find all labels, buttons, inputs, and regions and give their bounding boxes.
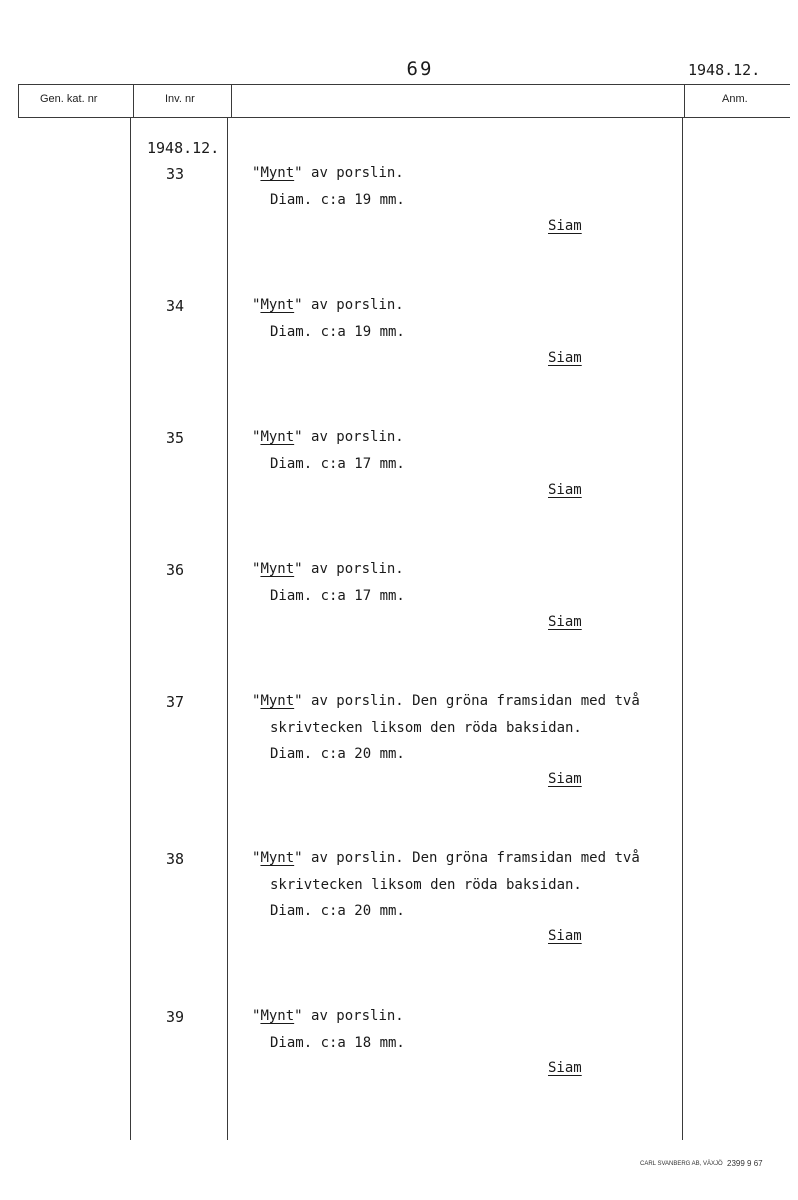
entry-place: Siam xyxy=(548,614,582,630)
entry-place: Siam xyxy=(548,928,582,944)
entry-description-line: Diam. c:a 18 mm. xyxy=(270,1035,405,1051)
entry-title-rest: av porslin. Den gröna framsidan med två xyxy=(302,693,640,709)
entry-title-line xyxy=(252,850,640,866)
entry-place: Siam xyxy=(548,350,582,366)
catalog-entry xyxy=(0,429,798,498)
entry-place: Siam xyxy=(548,771,582,787)
entry-title: Mynt xyxy=(260,297,295,313)
quote-mark: " xyxy=(294,1008,303,1024)
entry-title-line xyxy=(252,1008,404,1024)
entry-title-line xyxy=(252,429,404,445)
quote-mark: " xyxy=(294,850,303,866)
inventory-number: 39 xyxy=(166,1008,185,1026)
catalog-entry xyxy=(0,850,798,944)
column-divider xyxy=(231,84,232,118)
printer-imprint: CARL SVANBERG AB, VÄXJÖ xyxy=(640,1161,723,1167)
entry-place: Siam xyxy=(548,218,582,234)
entry-title: Mynt xyxy=(260,693,295,709)
catalog-entry xyxy=(0,297,798,366)
page-number: 69 xyxy=(406,58,434,80)
column-divider xyxy=(682,117,683,1140)
entry-description-line: skrivtecken liksom den röda baksidan. xyxy=(270,720,582,736)
inventory-number: 35 xyxy=(166,429,185,447)
entry-title-rest: av porslin. xyxy=(302,561,404,577)
entry-description-line: Diam. c:a 20 mm. xyxy=(270,903,405,919)
entry-description-line: Diam. c:a 19 mm. xyxy=(270,192,405,208)
entry-title-line xyxy=(252,297,404,313)
quote-mark: " xyxy=(294,297,303,313)
inventory-number: 34 xyxy=(166,297,185,315)
quote-mark: " xyxy=(252,850,261,866)
entry-description-line: Diam. c:a 17 mm. xyxy=(270,456,405,472)
inventory-number: 36 xyxy=(166,561,185,579)
section-date: 1948.12. xyxy=(147,139,220,157)
entry-title-rest: av porslin. xyxy=(302,429,404,445)
entry-title-rest: av porslin. xyxy=(302,165,404,181)
entry-title-rest: av porslin. xyxy=(302,1008,404,1024)
catalog-entry xyxy=(0,561,798,630)
column-divider xyxy=(18,84,19,118)
entry-title-line xyxy=(252,165,404,181)
column-divider xyxy=(133,84,134,118)
entry-title-line xyxy=(252,561,404,577)
page-date: 1948.12. xyxy=(688,61,761,79)
quote-mark: " xyxy=(252,429,261,445)
catalog-entry xyxy=(0,165,798,234)
entry-title: Mynt xyxy=(260,429,295,445)
entry-title: Mynt xyxy=(260,165,295,181)
entry-title: Mynt xyxy=(260,1008,295,1024)
inventory-number: 33 xyxy=(166,165,185,183)
inventory-number: 38 xyxy=(166,850,185,868)
column-divider xyxy=(684,84,685,118)
catalog-entry xyxy=(0,1008,798,1076)
quote-mark: " xyxy=(252,165,261,181)
entry-place: Siam xyxy=(548,1060,582,1076)
column-header-anm: Anm. xyxy=(722,93,748,105)
column-divider xyxy=(227,117,228,1140)
quote-mark: " xyxy=(252,297,261,313)
quote-mark: " xyxy=(252,561,261,577)
entry-title-line xyxy=(252,693,640,709)
quote-mark: " xyxy=(252,693,261,709)
quote-mark: " xyxy=(294,561,303,577)
column-divider xyxy=(130,117,131,1140)
column-header-gen-kat: Gen. kat. nr xyxy=(40,93,98,105)
entry-description-line: Diam. c:a 20 mm. xyxy=(270,746,405,762)
column-header-inv: Inv. nr xyxy=(165,93,195,105)
quote-mark: " xyxy=(294,429,303,445)
entry-title: Mynt xyxy=(260,850,295,866)
form-code: 2399 9 67 xyxy=(727,1159,763,1168)
quote-mark: " xyxy=(252,1008,261,1024)
entry-place: Siam xyxy=(548,482,582,498)
quote-mark: " xyxy=(294,693,303,709)
inventory-number: 37 xyxy=(166,693,185,711)
catalog-entry xyxy=(0,693,798,787)
entry-description-line: Diam. c:a 17 mm. xyxy=(270,588,405,604)
entry-title-rest: av porslin. xyxy=(302,297,404,313)
quote-mark: " xyxy=(294,165,303,181)
entry-title-rest: av porslin. Den gröna framsidan med två xyxy=(302,850,640,866)
entry-description-line: Diam. c:a 19 mm. xyxy=(270,324,405,340)
entry-title: Mynt xyxy=(260,561,295,577)
entry-description-line: skrivtecken liksom den röda baksidan. xyxy=(270,877,582,893)
